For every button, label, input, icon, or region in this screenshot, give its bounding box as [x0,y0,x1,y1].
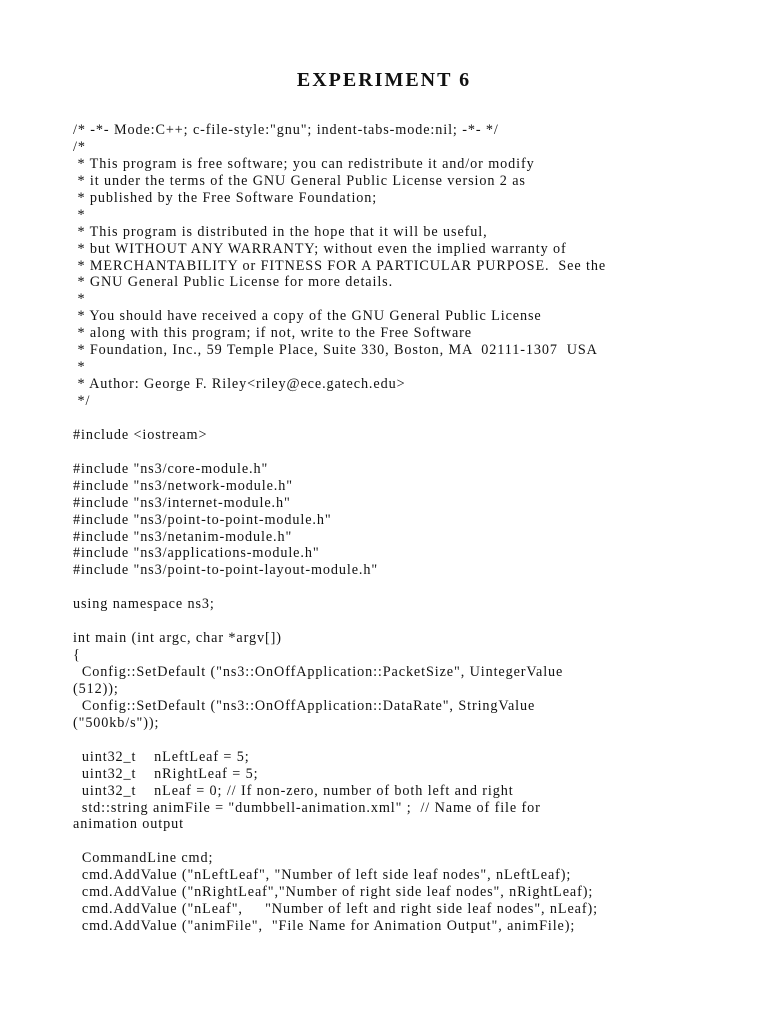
code-line: * GNU General Public License for more details. [73,274,394,291]
code-line: /* -*- Mode:C++; c-file-style:"gnu"; indent-tabs-mode:nil; -*- */ [73,122,499,138]
code-line: cmd.AddValue ("nRightLeaf","Number of right side leaf nodes", nRightLeaf); [73,884,594,901]
code-line: Config::SetDefault ("ns3::OnOffApplication::PacketSize", UintegerValue [73,664,564,680]
code-line: using namespace ns3; [73,596,215,613]
code-line: * it under the terms of the GNU General Public License version 2 as [73,172,526,189]
code-line: cmd.AddValue ("animFile", "File Name for Animation Output", animFile); [73,918,576,935]
code-line: std::string animFile = "dumbbell-animation.xml" ; // Name of file for [73,799,541,816]
code-line: #include "ns3/core-module.h" [73,460,269,477]
code-line: (512)); [73,680,119,697]
code-line: #include "ns3/point-to-point-module.h" [73,511,332,528]
code-line: #include <iostream> [73,426,208,443]
code-line: * along with this program; if not, write to the Free Software [73,325,472,342]
code-line: * [73,206,86,223]
code-line [73,444,713,461]
code-line: * [73,291,86,308]
code-line [73,613,713,630]
code-line: */ [73,393,91,409]
code-line: Config::SetDefault ("ns3::OnOffApplication::DataRate", StringValue [73,697,536,714]
code-line [73,410,713,427]
code-line: /* [73,138,86,155]
code-listing [73,122,713,935]
code-line: * This program is free software; you can redistribute it and/or modify [73,155,535,172]
code-line: #include "ns3/internet-module.h" [73,494,291,511]
page-title: EXPERIMENT 6 [296,69,472,91]
code-line: * MERCHANTABILITY or FITNESS FOR A PARTICULAR PURPOSE. See the [73,257,607,274]
code-line: * This program is distributed in the hope that it will be useful, [73,223,488,240]
code-line: animation output [73,816,184,833]
code-line: #include "ns3/network-module.h" [73,477,293,494]
code-line: #include "ns3/netanim-module.h" [73,528,293,545]
code-line: cmd.AddValue ("nLeaf", "Number of left and right side leaf nodes", nLeaf); [73,901,598,918]
code-line [73,579,713,596]
code-line: { [73,647,81,664]
code-line: int main (int argc, char *argv[]) [73,630,282,647]
code-line: * [73,359,86,376]
code-line: ("500kb/s")); [73,714,160,731]
code-line: #include "ns3/point-to-point-layout-module.h" [73,562,379,579]
code-line: * Author: George F. Riley<riley@ece.gatech.edu> [73,376,406,393]
code-line: CommandLine cmd; [73,850,214,867]
code-line: uint32_t nLeftLeaf = 5; [73,748,250,765]
code-line: cmd.AddValue ("nLeftLeaf", "Number of left side leaf nodes", nLeftLeaf); [73,867,572,884]
code-line: #include "ns3/applications-module.h" [73,545,320,562]
code-line: * Foundation, Inc., 59 Temple Place, Suite 330, Boston, MA 02111-1307 USA [73,342,598,359]
code-line: uint32_t nRightLeaf = 5; [73,765,259,782]
code-line [73,732,713,749]
code-line: * but WITHOUT ANY WARRANTY; without even the implied warranty of [73,240,567,257]
code-line: * published by the Free Software Foundation; [73,189,378,206]
code-line: uint32_t nLeaf = 0; // If non-zero, number of both left and right [73,782,514,799]
code-line [73,833,713,850]
code-line: * You should have received a copy of the GNU General Public License [73,308,542,325]
